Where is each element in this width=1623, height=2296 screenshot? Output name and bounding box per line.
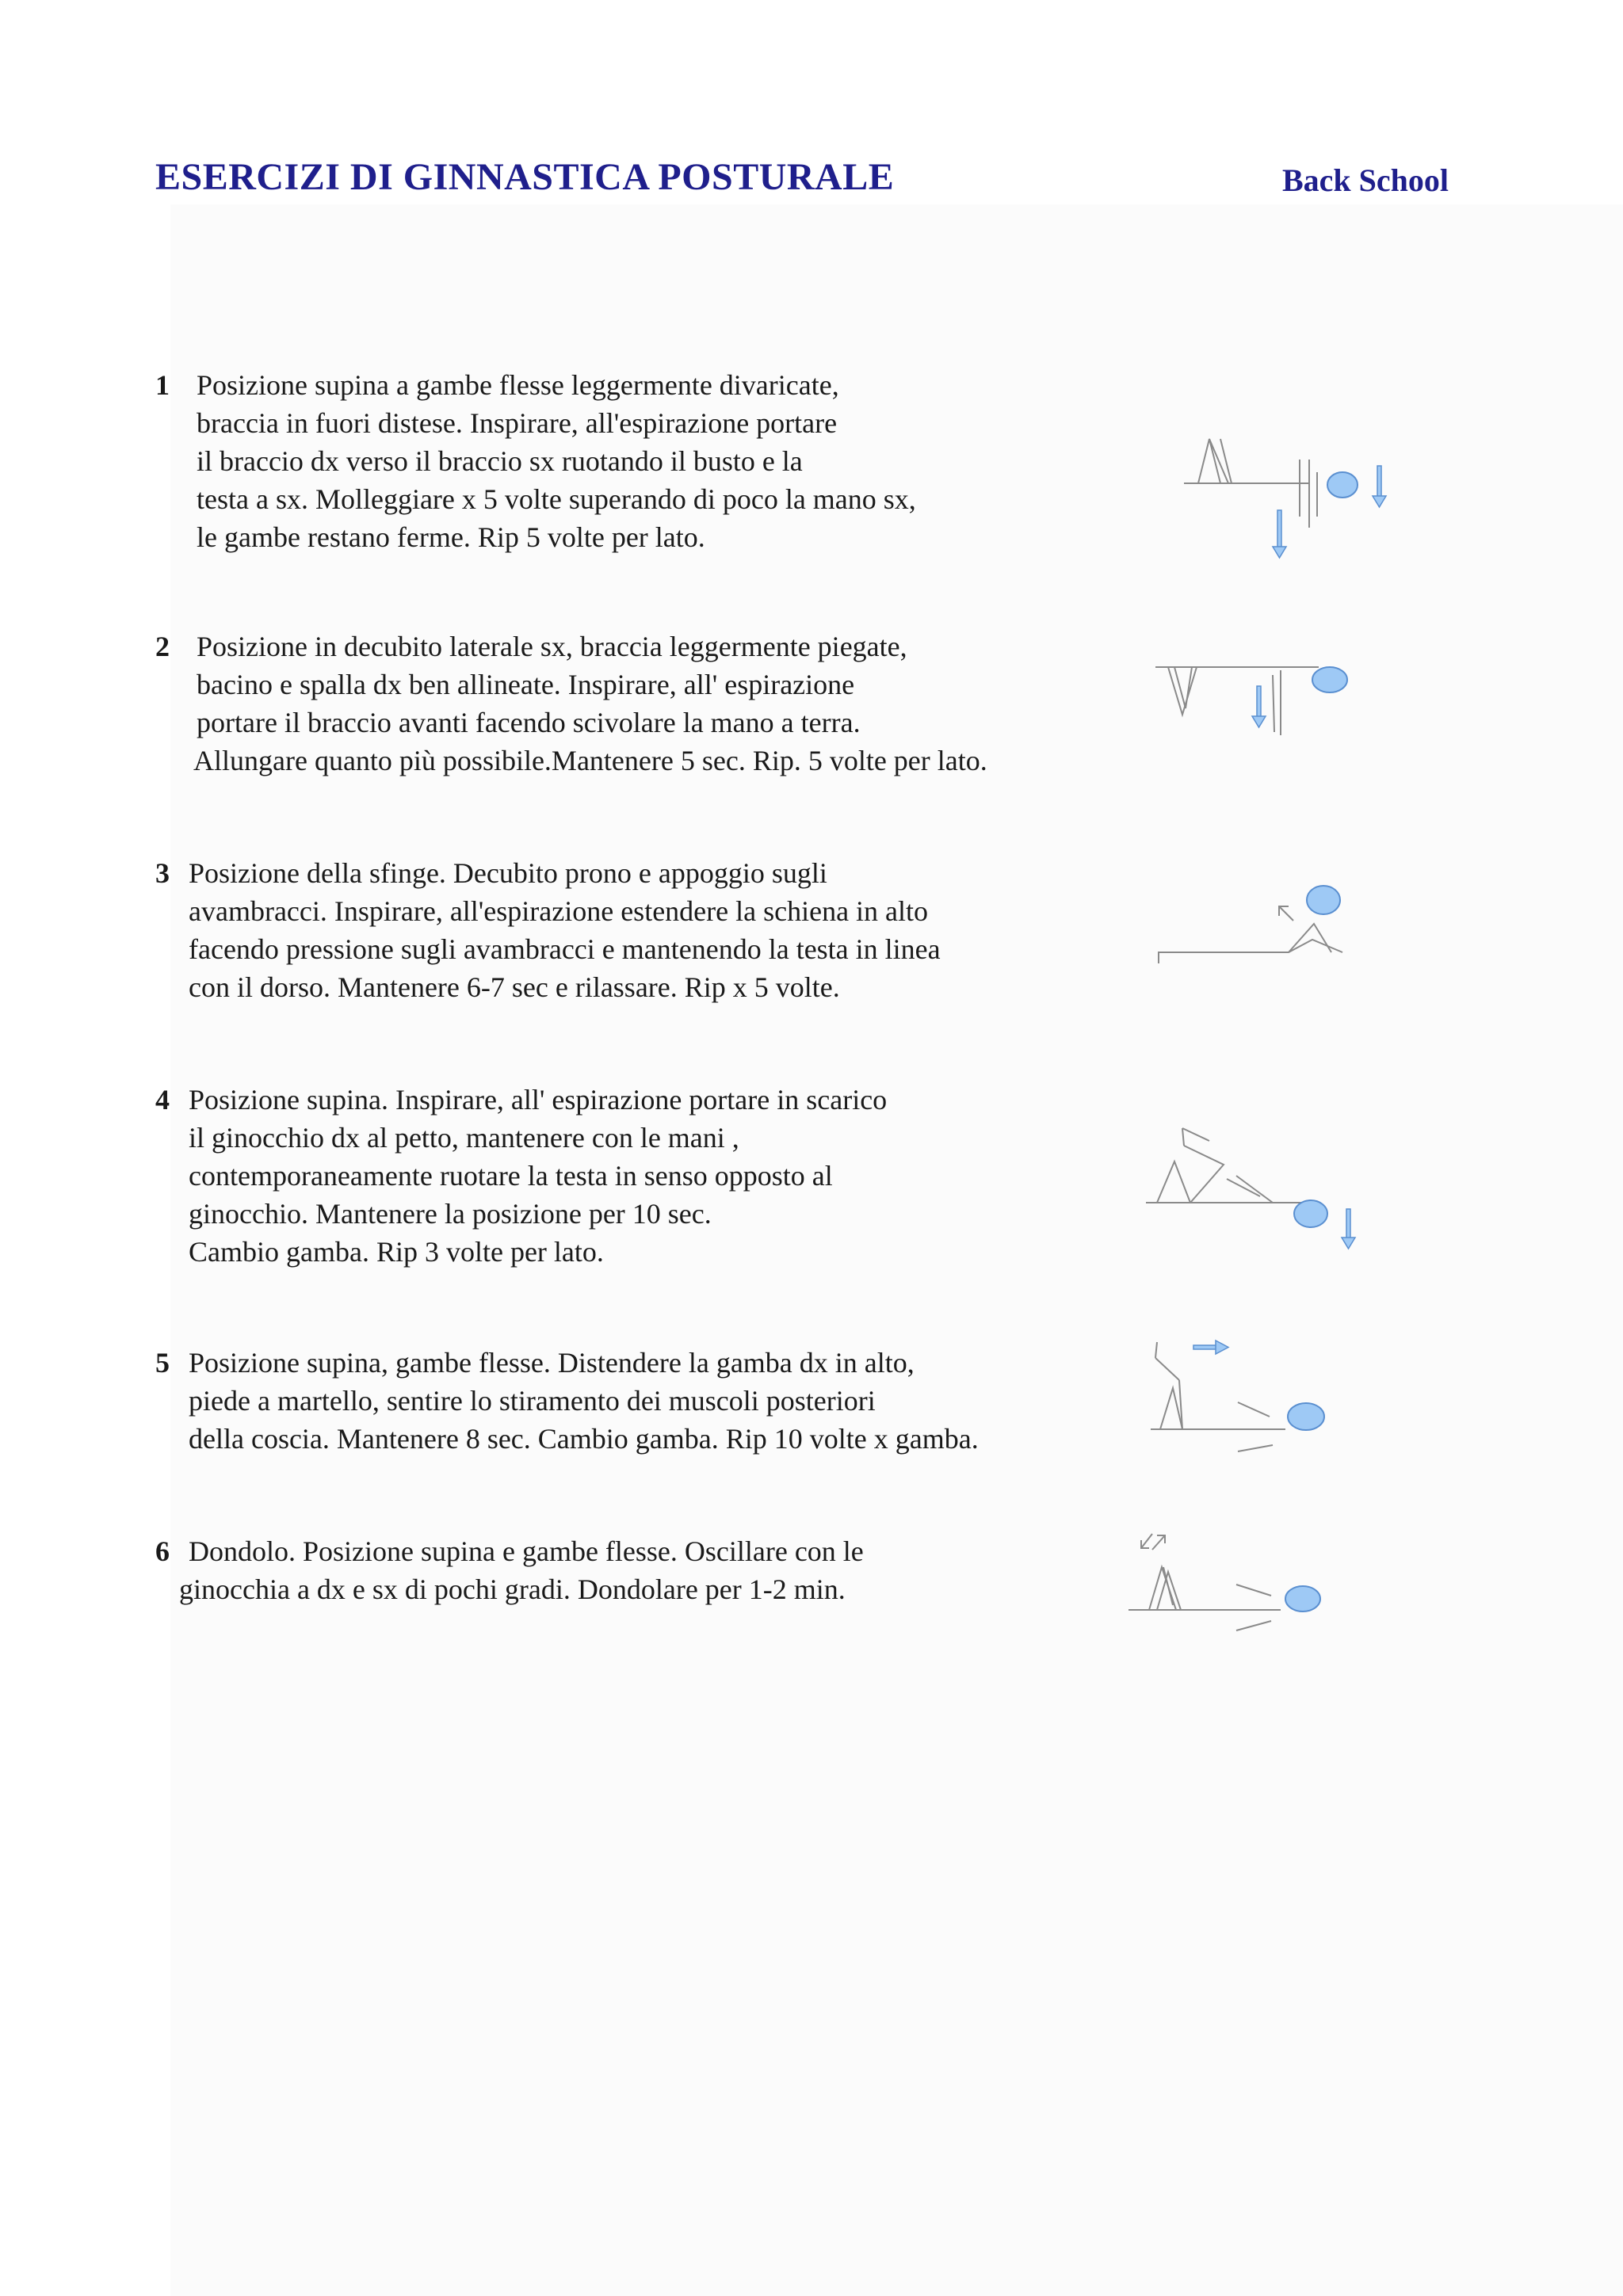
exercise-line: Posizione supina a gambe flesse leggermente divaricate, <box>197 369 839 401</box>
exercise-number: 6 <box>155 1535 170 1567</box>
exercise-line: Cambio gamba. Rip 3 volte per lato. <box>189 1236 604 1268</box>
exercise-5 <box>155 1344 1146 1463</box>
exercise-line: le gambe restano ferme. Rip 5 volte per lato. <box>197 521 705 553</box>
exercise-line: bacino e spalla dx ben allineate. Inspirare, all' espirazione <box>197 669 855 700</box>
stick-figure-knee-to-chest-icon <box>1141 1123 1363 1250</box>
exercise-number: 4 <box>155 1084 170 1116</box>
page-subtitle: Back School <box>1282 162 1449 198</box>
exercise-line: Allungare quanto più possibile.Mantenere 5 sec. Rip. 5 volte per lato. <box>193 745 987 776</box>
exercise-line: Dondolo. Posizione supina e gambe flesse. Oscillare con le <box>189 1535 864 1567</box>
exercise-line: con il dorso. Mantenere 6-7 sec e rilassare. Rip x 5 volte. <box>189 971 840 1003</box>
exercise-line: testa a sx. Molleggiare x 5 volte superando di poco la mano sx, <box>197 483 916 515</box>
exercise-number: 2 <box>155 631 170 662</box>
stick-figure-rocking-icon <box>1125 1526 1331 1637</box>
exercise-line: portare il braccio avanti facendo scivolare la mano a terra. <box>197 707 861 738</box>
stick-figure-supine-rotation-icon <box>1181 428 1395 563</box>
exercise-line: Posizione in decubito laterale sx, braccia leggermente piegate, <box>197 631 907 662</box>
exercise-6 <box>155 1532 1027 1611</box>
page-title: ESERCIZI DI GINNASTICA POSTURALE <box>155 156 895 198</box>
exercise-line: ginocchia a dx e sx di pochi gradi. Dondolare per 1-2 min. <box>179 1573 846 1605</box>
exercise-line: avambracci. Inspirare, all'espirazione estendere la schiena in alto <box>189 895 929 927</box>
exercise-line: Posizione supina. Inspirare, all' espirazione portare in scarico <box>189 1084 888 1116</box>
exercise-2 <box>155 627 1146 786</box>
exercise-number: 5 <box>155 1347 170 1379</box>
stick-figure-side-lying-icon <box>1151 659 1357 746</box>
stick-figure-sphinx-icon <box>1154 881 1360 968</box>
exercise-number: 3 <box>155 857 170 889</box>
exercise-line: piede a martello, sentire lo stiramento dei muscoli posteriori <box>189 1385 876 1417</box>
stick-figure-leg-raise-icon <box>1146 1337 1352 1456</box>
exercise-number: 1 <box>155 369 170 401</box>
exercise-1 <box>155 366 1106 556</box>
exercise-line: Posizione supina, gambe flesse. Distendere la gamba dx in alto, <box>189 1347 915 1379</box>
exercise-line: ginocchio. Mantenere la posizione per 10 sec. <box>189 1198 712 1230</box>
exercise-line: Posizione della sfinge. Decubito prono e appoggio sugli <box>189 857 827 889</box>
exercise-line: contemporaneamente ruotare la testa in senso opposto al <box>189 1160 833 1192</box>
exercise-line: il braccio dx verso il braccio sx ruotando il busto e la <box>197 445 803 477</box>
exercise-line: braccia in fuori distese. Inspirare, all'espirazione portare <box>197 407 838 439</box>
exercise-4 <box>155 1081 1106 1271</box>
exercise-line: il ginocchio dx al petto, mantenere con le mani , <box>189 1122 739 1154</box>
exercise-3 <box>155 854 1146 1013</box>
exercise-line: della coscia. Mantenere 8 sec. Cambio gamba. Rip 10 volte x gamba. <box>189 1423 979 1455</box>
exercise-line: facendo pressione sugli avambracci e mantenendo la testa in linea <box>189 933 941 965</box>
